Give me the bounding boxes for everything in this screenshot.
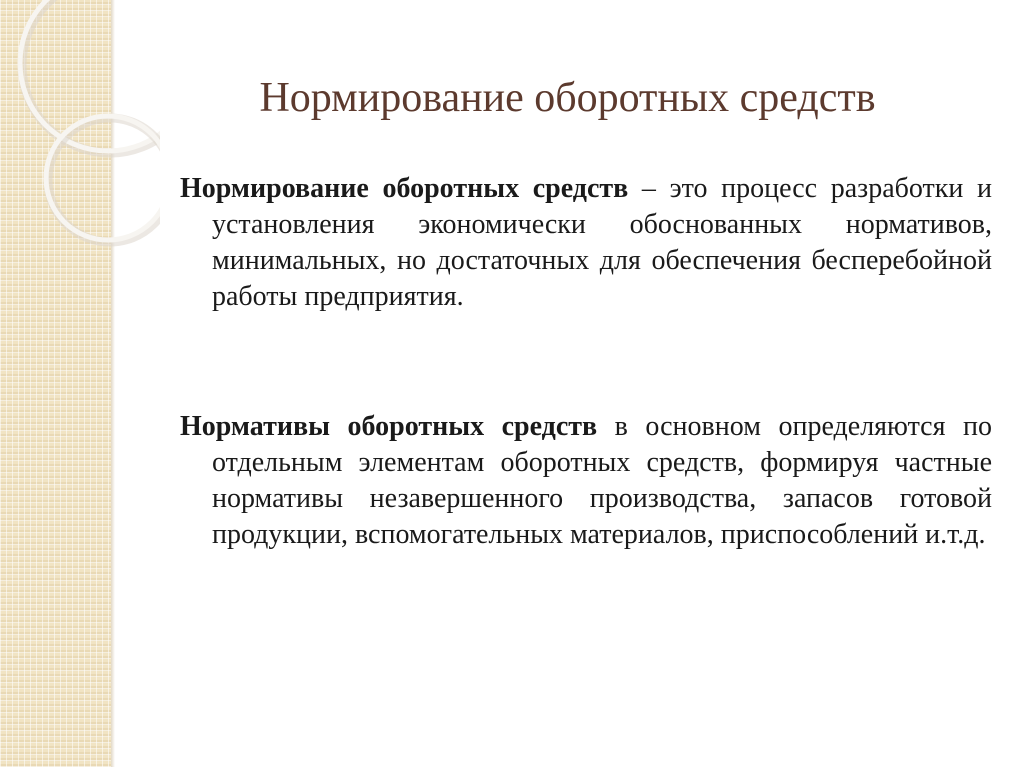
slide-title: Нормирование оборотных средств xyxy=(259,75,876,121)
lower-ring xyxy=(46,116,160,240)
definition-paragraph xyxy=(180,171,992,315)
definition-text: – это процесс разработки и установления экономически обоснованных нормативов, минимальных, но достаточных для обеспечения бесперебойной работы предприятия. xyxy=(212,173,993,312)
norms-paragraph xyxy=(180,409,992,553)
norms-term: Нормативы оборотных средств xyxy=(180,411,598,442)
decorative-rings xyxy=(0,0,160,260)
norms-text: в основном определяются по отдельным элементам оборотных средств, формируя частные нормативы незавершенного производства, запасов готовой продукции, вспомогательных материалов, приспособлений и.т.д. xyxy=(212,411,992,550)
definition-term: Нормирование оборотных средств xyxy=(180,173,629,204)
